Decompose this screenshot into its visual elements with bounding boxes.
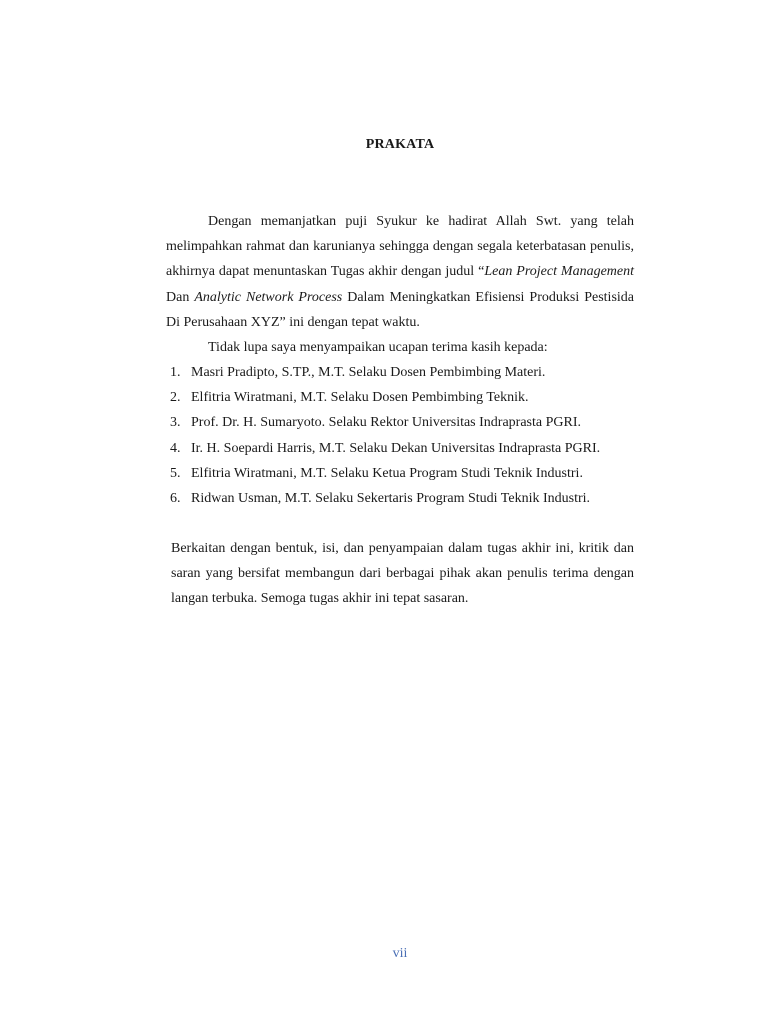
- thanks-list: [166, 360, 634, 511]
- intro-paragraph: [166, 209, 634, 335]
- list-item: [166, 486, 634, 511]
- list-item: [166, 360, 634, 385]
- thanks-intro-paragraph: Tidak lupa saya menyampaikan ucapan terima kasih kepada:: [208, 340, 548, 355]
- list-item-number: 1.: [170, 365, 181, 380]
- intro-text-part2: Dan: [166, 289, 195, 305]
- closing-paragraph: Berkaitan dengan bentuk, isi, dan penyampaian dalam tugas akhir ini, kritik dan saran yang bersifat membangun dari berbagai pihak akan penulis terima dengan langan terbuka. Semoga tugas akhir ini tepat sasaran.: [171, 541, 634, 607]
- list-item-text: Elfitria Wiratmani, M.T. Selaku Dosen Pembimbing Teknik.: [191, 390, 529, 406]
- list-item-number: 5.: [170, 465, 181, 481]
- intro-text-part3: Dalam Meningkatkan Efisiensi Produksi Pestisida Di Perusahaan XYZ” ini dengan tepat waktu.: [166, 289, 634, 330]
- list-item-number: 2.: [170, 390, 181, 406]
- list-item-text: Elfitria Wiratmani, M.T. Selaku Ketua Program Studi Teknik Industri.: [191, 465, 583, 481]
- intro-italic-anp: Analytic Network Process: [194, 289, 343, 305]
- list-item: [166, 436, 634, 461]
- list-item: [166, 461, 634, 486]
- list-item-number: 4.: [170, 440, 181, 456]
- list-item-number: 3.: [170, 415, 181, 431]
- intro-text-part1: Dengan memanjatkan puji Syukur ke hadirat Allah Swt. yang telah melimpahkan rahmat dan karunianya sehingga dengan segala keterbatasan penulis, akhirnya dapat menuntaskan Tugas akhir dengan judul “: [166, 214, 634, 280]
- intro-italic-lean: Lean Project Management: [484, 264, 635, 280]
- list-item-text: Ridwan Usman, M.T. Selaku Sekertaris Program Studi Teknik Industri.: [191, 491, 591, 507]
- list-item-number: 6.: [170, 491, 181, 507]
- list-item-text: Masri Pradipto, S.TP., M.T. Selaku Dosen Pembimbing Materi.: [191, 365, 546, 380]
- list-item-text: Prof. Dr. H. Sumaryoto. Selaku Rektor Universitas Indraprasta PGRI.: [191, 415, 581, 431]
- page-number: vii: [392, 946, 408, 961]
- list-item: [166, 385, 634, 410]
- list-item-text: Ir. H. Soepardi Harris, M.T. Selaku Dekan Universitas Indraprasta PGRI.: [191, 440, 601, 456]
- list-item: [166, 410, 634, 435]
- page-title: PRAKATA: [365, 137, 435, 152]
